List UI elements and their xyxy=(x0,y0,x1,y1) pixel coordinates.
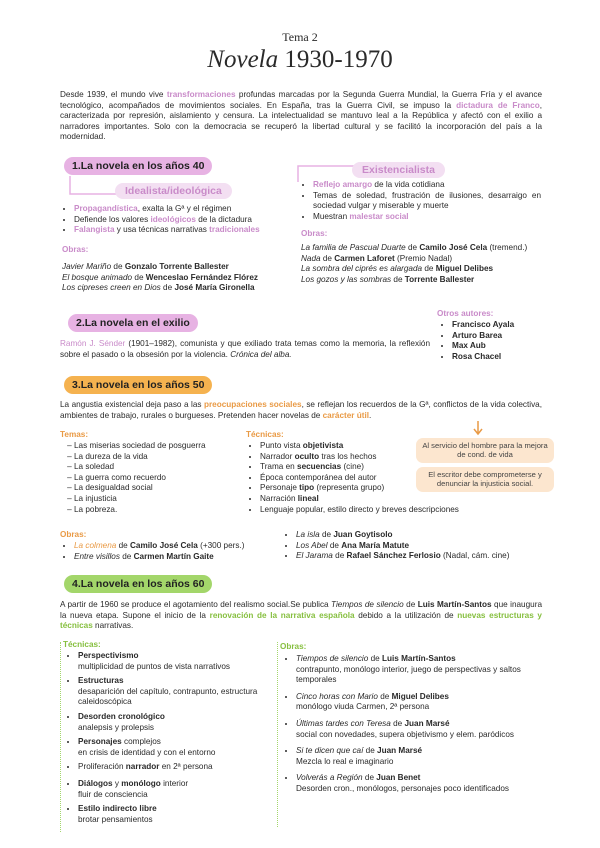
idealista-subtitle: Idealista/ideológica xyxy=(115,183,232,199)
obras-60-label: Obras: xyxy=(280,642,307,651)
list-item: • Si te dicen que caí de Juan Marsé Mezcla lo real e imaginario xyxy=(296,746,546,767)
list-item: • Perspectivismo multiplicidad de puntos de vista narrativos xyxy=(78,651,276,672)
obras-50-label: Obras: xyxy=(60,530,87,539)
exilio-paragraph xyxy=(60,339,430,360)
arrow-down-icon xyxy=(472,420,484,436)
list-item: • Personaje tipo (representa grupo) xyxy=(260,483,508,494)
list-item: • Punto vista objetivista xyxy=(260,441,508,452)
list-item: Javier Mariño de Gonzalo Torrente Ballester xyxy=(62,262,229,271)
intro-highlight: dictadura de Franco xyxy=(456,100,540,110)
exilio-text: (1901–1982), comunista y que exiliado trata temas como la memoria, la reflexión sobre el pasado o la obsesión por la violencia. xyxy=(60,339,430,359)
list-item: • Francisco Ayala xyxy=(452,320,560,331)
existencialista-obras xyxy=(301,243,541,285)
title-word: Novela xyxy=(207,46,279,73)
title-years: 1930-1970 xyxy=(284,46,393,73)
list-item: • Diálogos y monólogo interior fluir de consciencia xyxy=(78,779,276,800)
list-item: • Entre visillos de Carmen Martín Gaite xyxy=(74,552,282,563)
list-item: El bosque animado de Wenceslao Fernández Flórez xyxy=(62,272,259,282)
list-item: La sombra del ciprés es alargada de Miguel Delibes xyxy=(301,264,494,274)
list-item: • Reflejo amargo de la vida cotidiana xyxy=(313,180,541,191)
intro-text: profundas marcadas por la Segunda Guerra Mundial, la Guerra Fría y el avance tecnológico, acompañados de movimientos sociales. En España, tras la Guerra Civil, se impuso la xyxy=(60,90,543,110)
obras-50-right xyxy=(284,530,544,562)
list-item: Los gozos y las sombras de Torrente Ballester xyxy=(301,274,475,284)
otros-autores-label: Otros autores: xyxy=(437,309,494,318)
tecnicas-60-divider xyxy=(60,642,62,832)
list-item: • La injusticia xyxy=(74,494,252,505)
list-item: • Max Aub xyxy=(452,341,560,352)
list-item: • Estructuras desaparición del capítulo, contrapunto, estructura caleidoscópica xyxy=(78,676,276,708)
work-title: Crónica del alba. xyxy=(230,349,292,359)
existencialista-obras-label: Obras: xyxy=(301,229,328,238)
list-item: • Cinco horas con Mario de Miguel Delibes monólogo viuda Carmen, 2ª persona xyxy=(296,692,546,713)
list-item: • Desorden cronológico analepsis y prolepsis xyxy=(78,712,276,733)
idealista-obras xyxy=(62,262,298,294)
list-item: • Estilo indirecto libre brotar pensamientos xyxy=(78,804,276,825)
list-item: • Rosa Chacel xyxy=(452,352,560,363)
list-item: • Los Abel de Ana María Matute xyxy=(296,541,544,552)
list-item: • Trama en secuencias (cine) xyxy=(260,462,508,473)
existencialista-subtitle: Existencialista xyxy=(352,162,445,178)
list-item: • Falangista y usa técnicas narrativas tradicionales xyxy=(74,225,292,236)
s4-paragraph: A partir de 1960 se produce el agotamiento del realismo social.Se publica Tiempos de silencio de Luis Martín-Santos que inaugura la nueva etapa. Supone el inicio de la renovación de la narrativa española debido a la utilización de nuevas estructuras y técnicas narrativas. xyxy=(60,600,542,631)
intro-text: Desde 1939, el mundo vive xyxy=(60,90,167,99)
idealista-list xyxy=(62,204,292,236)
list-item: • Arturo Barea xyxy=(452,331,560,342)
list-item: • La colmena de Camilo José Cela (+300 pers.) xyxy=(74,541,282,552)
list-item: • Muestran malestar social xyxy=(313,212,541,223)
intro-highlight: transformaciones xyxy=(166,90,236,99)
otros-autores-list xyxy=(440,320,560,362)
list-item: • La pobreza. xyxy=(74,505,252,516)
list-item: • Tiempos de silencio de Luis Martín-Santos contrapunto, monólogo interior, juego de perspectivas y saltos temporales xyxy=(296,654,546,686)
list-item: Nada de Carmen Laforet (Premio Nadal) xyxy=(301,253,453,263)
list-item: La familia de Pascual Duarte de Camilo José Cela (tremend.) xyxy=(301,243,528,252)
list-item: • Proliferación narrador en 2ª persona xyxy=(78,762,276,773)
note-servicio: Al servicio del hombre para la mejora de cond. de vida xyxy=(416,438,554,463)
section-4-pill: 4.La novela en los años 60 xyxy=(64,575,212,593)
section-3-pill: 3.La novela en los años 50 xyxy=(64,376,212,394)
list-item: • Narración lineal xyxy=(260,494,508,505)
list-item: • La desigualdad social xyxy=(74,483,252,494)
list-item: • Temas de soledad, frustración de ilusiones, desarraigo en sociedad vulgar y miserable y muerte xyxy=(313,191,541,212)
temas-list xyxy=(62,441,252,515)
page-title xyxy=(0,46,600,74)
note-compromiso: El escritor debe comprometerse y denunciar la injusticia social. xyxy=(416,467,554,492)
intro-text: , caracterizada por represión, aislamiento y censura. La intelectualidad se mantuvo leal a la República y afectó con el exilio a narradores importantes. Solo con la democracia se recuperó la libertad cultural y se facilitó la incorporación del país a la modernidad. xyxy=(60,100,542,142)
list-item: • Lenguaje popular, estilo directo y breves descripciones xyxy=(260,505,508,516)
obras-60-list xyxy=(284,654,546,795)
section-2-pill: 2.La novela en el exilio xyxy=(68,314,198,332)
list-item: • La soledad xyxy=(74,462,252,473)
author-name: Ramón J. Sénder xyxy=(60,339,126,348)
section-1-pill: 1.La novela en los años 40 xyxy=(64,157,212,175)
list-item: • Volverás a Región de Juan Benet Desorden cron., monólogos, personajes poco identificados xyxy=(296,773,546,794)
intro-paragraph xyxy=(60,90,542,143)
list-item: • El Jarama de Rafael Sánchez Ferlosio (Nadal, cám. cine) xyxy=(296,551,544,562)
list-item: • La dureza de la vida xyxy=(74,452,252,463)
list-item: • Época contemporánea del autor xyxy=(260,473,508,484)
list-item: • Personajes complejos en crisis de identidad y con el entorno xyxy=(78,737,276,758)
list-item: • Las miserias sociedad de posguerra xyxy=(74,441,252,452)
tecnicas-60-label: Técnicas: xyxy=(63,640,101,649)
existencialista-list xyxy=(301,180,541,222)
list-item: • Últimas tardes con Teresa de Juan Marsé social con novedades, supera objetivismo y elem. paródicos xyxy=(296,719,546,740)
temas-label: Temas: xyxy=(60,430,89,439)
tecnicas-50-label: Técnicas: xyxy=(246,430,284,439)
list-item: • La isla de Juan Goytisolo xyxy=(296,530,544,541)
obras-60-divider xyxy=(277,642,279,827)
list-item: • La guerra como recuerdo xyxy=(74,473,252,484)
tecnicas-60-list xyxy=(66,651,276,825)
list-item: • Narrador oculto tras los hechos xyxy=(260,452,508,463)
obras-50-left xyxy=(62,541,282,562)
list-item: • Defiende los valores ideológicos de la dictadura xyxy=(74,215,292,226)
page-topic: Tema 2 xyxy=(282,30,318,44)
list-item: • Propagandística, exalta la Gª y el régimen xyxy=(74,204,292,215)
s3-paragraph: La angustia existencial deja paso a las preocupaciones sociales, se reflejan los recuerdos de la Gª, conflictos de la vida colectiva, ambientes de trabajo, rurales o burgueses. Pretenden hacer novelas de carácter útil. xyxy=(60,400,543,420)
idealista-obras-label: Obras: xyxy=(62,245,89,254)
list-item: Los cipreses creen en Dios de José María Gironella xyxy=(62,283,255,293)
